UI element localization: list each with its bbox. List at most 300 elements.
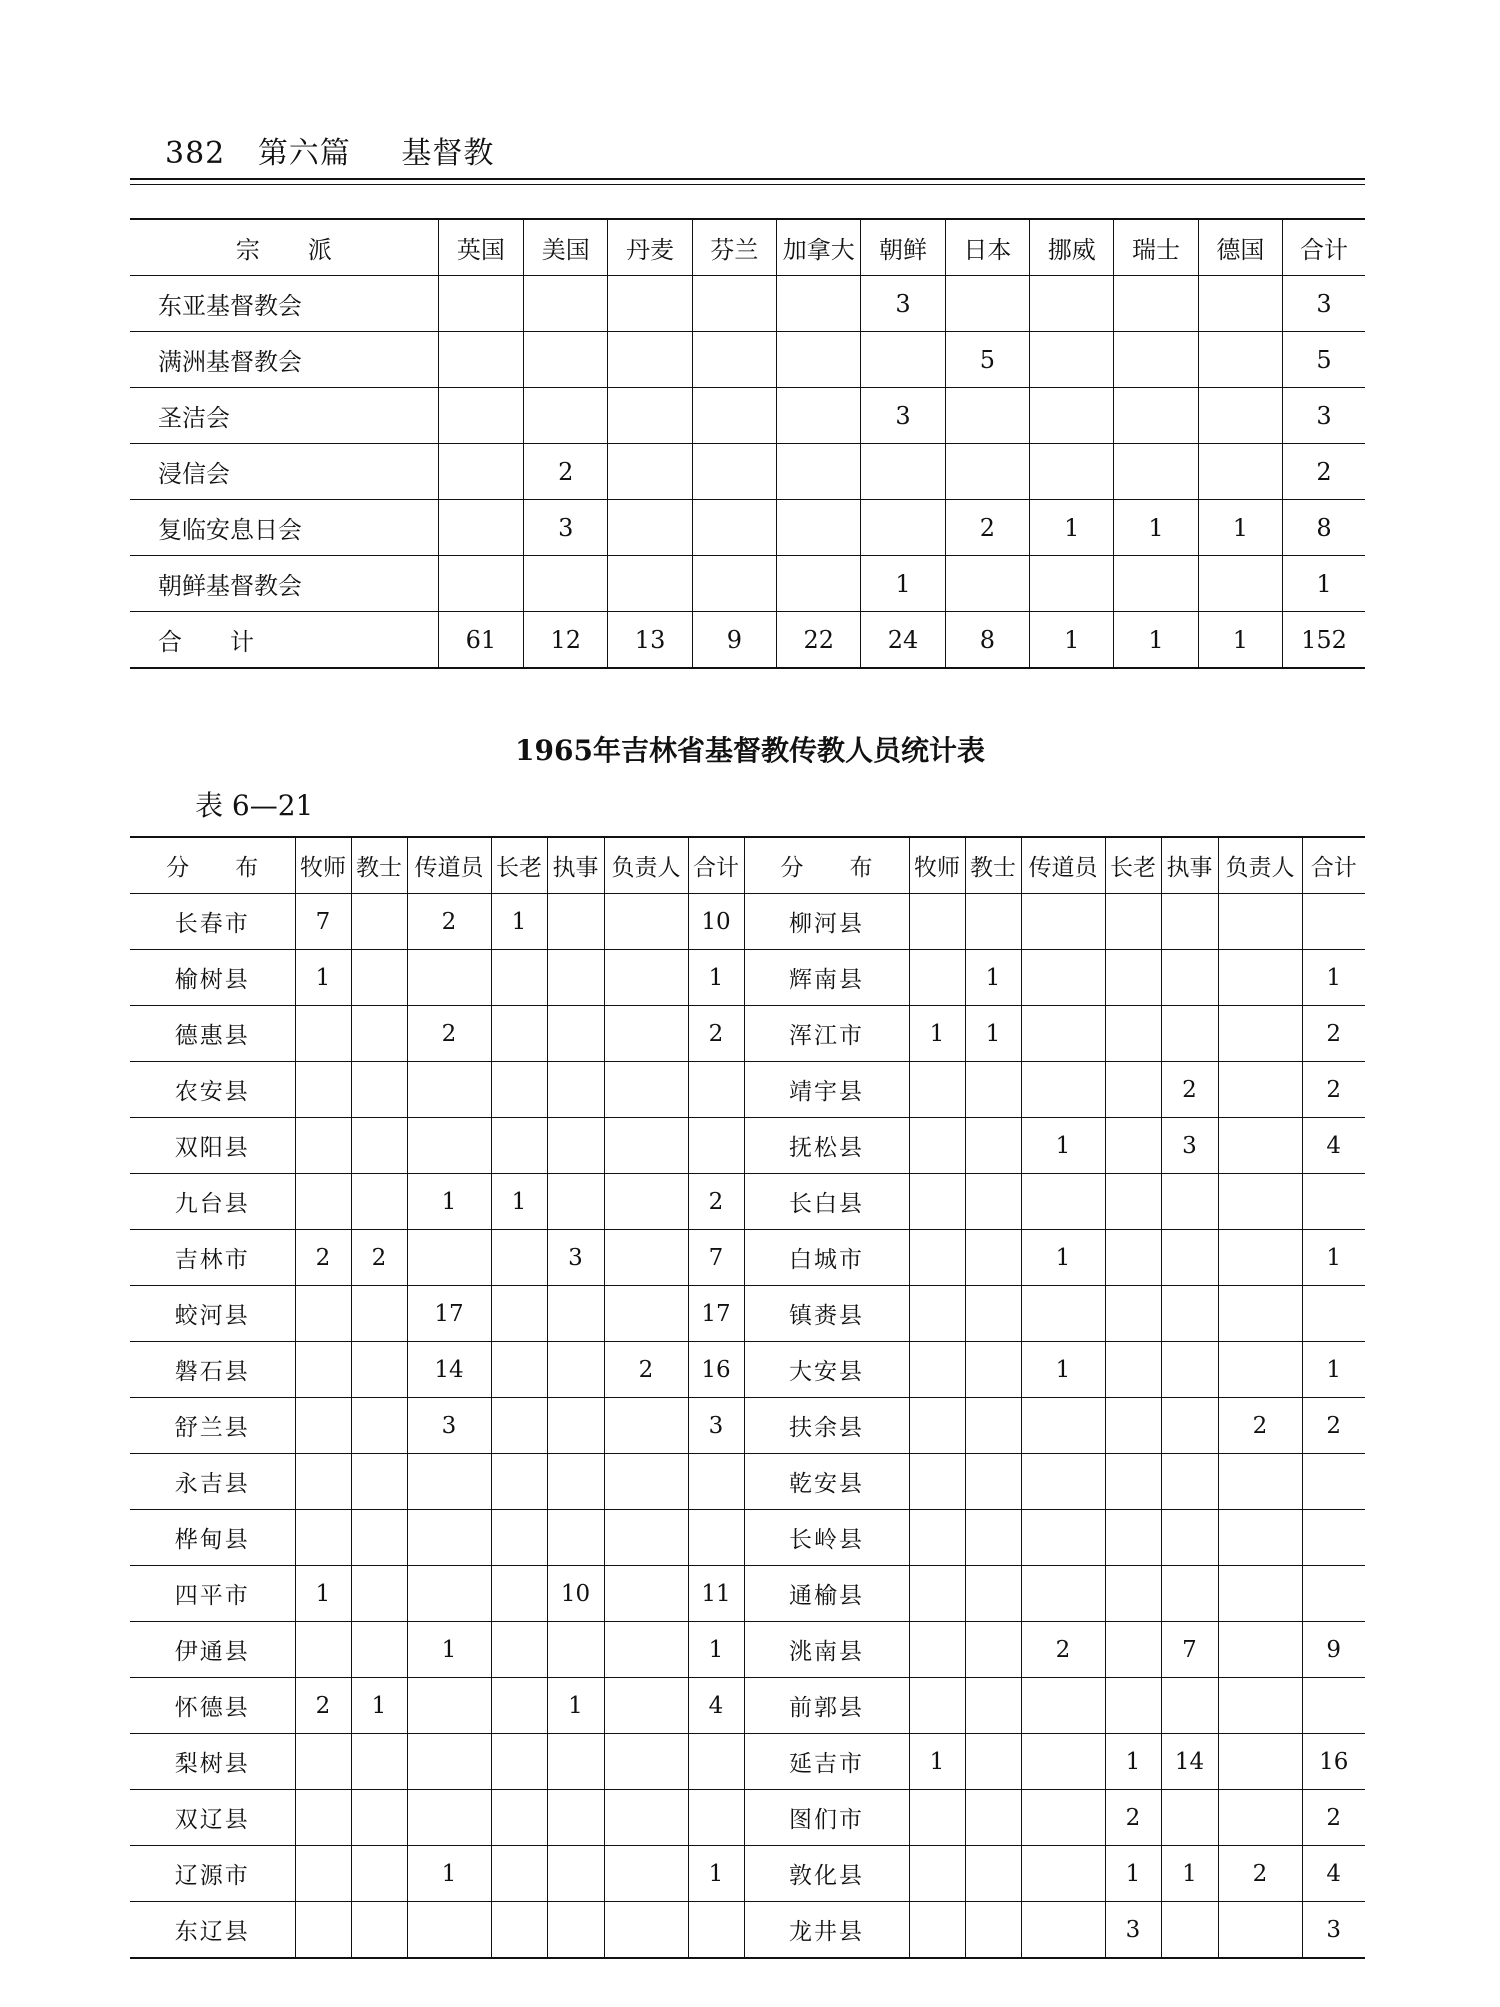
table-cell [407, 1902, 491, 1959]
table-cell [438, 500, 523, 556]
table-cell: 1 [965, 1006, 1021, 1062]
table-row [130, 1342, 1365, 1398]
table-cell: 1 [1302, 1230, 1365, 1286]
table-cell: 16 [688, 1342, 744, 1398]
table-cell: 7 [1161, 1622, 1218, 1678]
table-cell [491, 1678, 547, 1734]
table-cell: 17 [407, 1286, 491, 1342]
table-row [130, 1118, 1365, 1174]
table-cell [547, 1790, 604, 1846]
table-cell [777, 556, 861, 612]
table-row [130, 1454, 1365, 1510]
table-cell [1105, 1062, 1161, 1118]
table-cell [604, 1510, 688, 1566]
column-header: 挪威 [1030, 219, 1114, 276]
table-cell: 1 [1302, 950, 1365, 1006]
table-cell [1161, 1454, 1218, 1510]
table-cell: 满洲基督教会 [130, 332, 438, 388]
table-cell [1105, 1622, 1161, 1678]
table-cell: 12 [524, 612, 608, 669]
table-cell: 浸信会 [130, 444, 438, 500]
table-cell [1105, 1286, 1161, 1342]
table-cell: 9 [1302, 1622, 1365, 1678]
table-cell: 榆树县 [130, 950, 295, 1006]
table-cell [1021, 1734, 1105, 1790]
table-cell: 2 [1302, 1062, 1365, 1118]
column-header: 传道员 [1021, 837, 1105, 894]
table-cell [547, 1622, 604, 1678]
table-cell: 11 [688, 1566, 744, 1622]
table-cell [604, 1902, 688, 1959]
column-header: 分 布 [744, 837, 909, 894]
table-cell [965, 1566, 1021, 1622]
column-header: 朝鲜 [861, 219, 945, 276]
table-cell [965, 1454, 1021, 1510]
table-cell [407, 1454, 491, 1510]
table-cell: 2 [1021, 1622, 1105, 1678]
table-cell [1030, 556, 1114, 612]
table-cell [608, 556, 692, 612]
table-cell [1161, 1342, 1218, 1398]
table-cell: 3 [1283, 388, 1365, 444]
table-cell: 大安县 [744, 1342, 909, 1398]
table-cell [1030, 332, 1114, 388]
column-header: 传道员 [407, 837, 491, 894]
table-cell [1198, 276, 1282, 332]
table-cell: 四平市 [130, 1566, 295, 1622]
table-cell [295, 1846, 351, 1902]
table-cell [1161, 1678, 1218, 1734]
table-cell [604, 1398, 688, 1454]
table-cell [524, 276, 608, 332]
table-cell [1302, 1678, 1365, 1734]
table-cell: 东辽县 [130, 1902, 295, 1959]
table-cell: 4 [688, 1678, 744, 1734]
table-cell [438, 444, 523, 500]
table-cell: 4 [1302, 1846, 1365, 1902]
table-cell [491, 1006, 547, 1062]
table-title: 1965年吉林省基督教传教人员统计表 [515, 734, 985, 767]
table-cell [1021, 950, 1105, 1006]
table-cell: 双辽县 [130, 1790, 295, 1846]
column-header: 长老 [491, 837, 547, 894]
table-cell [1105, 1230, 1161, 1286]
table-row [130, 556, 1365, 612]
table-cell [1198, 388, 1282, 444]
column-header: 日本 [945, 219, 1029, 276]
table-cell [1105, 1174, 1161, 1230]
table-cell [295, 1342, 351, 1398]
table-row [130, 1230, 1365, 1286]
table-cell [1021, 1566, 1105, 1622]
table-cell [777, 332, 861, 388]
table-cell: 10 [688, 894, 744, 950]
table-cell [777, 388, 861, 444]
table-cell: 1 [491, 894, 547, 950]
table-cell [1161, 1902, 1218, 1959]
table-cell [547, 1342, 604, 1398]
table-cell [1302, 894, 1365, 950]
column-header: 德国 [1198, 219, 1282, 276]
table-cell [1021, 1902, 1105, 1959]
column-header: 英国 [438, 219, 523, 276]
table-cell: 长岭县 [744, 1510, 909, 1566]
column-header: 教士 [965, 837, 1021, 894]
table-cell: 延吉市 [744, 1734, 909, 1790]
table-cell [1161, 1398, 1218, 1454]
table-cell [1198, 444, 1282, 500]
table-cell [608, 332, 692, 388]
table-cell: 靖宇县 [744, 1062, 909, 1118]
header-rule-thin [130, 184, 1365, 185]
table-cell [604, 950, 688, 1006]
table-cell [547, 1398, 604, 1454]
table-cell [351, 1062, 407, 1118]
table-cell: 舒兰县 [130, 1398, 295, 1454]
table-cell [524, 388, 608, 444]
table-cell: 九台县 [130, 1174, 295, 1230]
table-cell: 1 [1021, 1342, 1105, 1398]
table-cell: 152 [1283, 612, 1365, 669]
column-header: 牧师 [295, 837, 351, 894]
table-cell [438, 388, 523, 444]
table-cell [688, 1734, 744, 1790]
table-cell [1021, 894, 1105, 950]
table-cell [351, 1846, 407, 1902]
table-cell [1218, 1062, 1302, 1118]
table-cell [1302, 1454, 1365, 1510]
table-cell [524, 556, 608, 612]
column-header: 负责人 [1218, 837, 1302, 894]
table-cell [909, 1118, 965, 1174]
table-cell [1302, 1286, 1365, 1342]
table-cell [351, 1566, 407, 1622]
table-cell: 1 [1030, 612, 1114, 669]
table-row [130, 444, 1365, 500]
table-cell [688, 1062, 744, 1118]
table-cell [407, 1510, 491, 1566]
table-cell [604, 1454, 688, 1510]
table-cell [604, 1678, 688, 1734]
table-cell: 扶余县 [744, 1398, 909, 1454]
table-cell: 2 [945, 500, 1029, 556]
column-header: 负责人 [604, 837, 688, 894]
column-header: 执事 [547, 837, 604, 894]
header-row [130, 837, 1365, 894]
table-cell: 2 [1283, 444, 1365, 500]
table-cell: 1 [861, 556, 945, 612]
table-cell: 伊通县 [130, 1622, 295, 1678]
table-cell: 2 [295, 1230, 351, 1286]
table-cell [1161, 894, 1218, 950]
table-cell: 镇赉县 [744, 1286, 909, 1342]
table-cell: 乾安县 [744, 1454, 909, 1510]
table-cell [604, 1566, 688, 1622]
table-cell: 通榆县 [744, 1566, 909, 1622]
table-cell [491, 1846, 547, 1902]
table-cell: 敦化县 [744, 1846, 909, 1902]
table-cell [438, 332, 523, 388]
table-cell: 3 [1283, 276, 1365, 332]
column-header: 教士 [351, 837, 407, 894]
table-cell: 圣洁会 [130, 388, 438, 444]
table-cell: 61 [438, 612, 523, 669]
table-cell [1161, 1510, 1218, 1566]
table-cell: 德惠县 [130, 1006, 295, 1062]
table-cell [688, 1902, 744, 1959]
table-cell [491, 1286, 547, 1342]
table-cell [547, 1734, 604, 1790]
table-row [130, 1062, 1365, 1118]
table-cell [909, 1790, 965, 1846]
table-cell: 2 [1105, 1790, 1161, 1846]
table-cell: 1 [909, 1006, 965, 1062]
table-cell: 东亚基督教会 [130, 276, 438, 332]
table-cell [295, 1790, 351, 1846]
table-cell [351, 1902, 407, 1959]
table-cell [965, 1286, 1021, 1342]
table-cell [407, 1230, 491, 1286]
table-cell [1218, 1902, 1302, 1959]
table-row [130, 950, 1365, 1006]
table-cell [1114, 332, 1198, 388]
table-cell [608, 444, 692, 500]
table-cell [909, 1622, 965, 1678]
table-cell: 1 [1021, 1230, 1105, 1286]
table-cell [965, 1678, 1021, 1734]
table-cell [1218, 950, 1302, 1006]
table-cell [438, 556, 523, 612]
table-cell [1218, 1734, 1302, 1790]
table-cell [1161, 1230, 1218, 1286]
table-cell [1021, 1454, 1105, 1510]
table-cell [1218, 1790, 1302, 1846]
table-cell: 抚松县 [744, 1118, 909, 1174]
table-cell: 吉林市 [130, 1230, 295, 1286]
table-cell [1105, 950, 1161, 1006]
table-cell [1105, 894, 1161, 950]
table-row [130, 1510, 1365, 1566]
table-cell [692, 388, 776, 444]
table-cell [547, 1286, 604, 1342]
table-cell [777, 444, 861, 500]
table-cell [1218, 1510, 1302, 1566]
page-number: 382 [165, 136, 226, 171]
table-cell [1030, 388, 1114, 444]
table-cell [909, 1398, 965, 1454]
table-cell [491, 1062, 547, 1118]
table-cell [1161, 950, 1218, 1006]
table-cell: 1 [491, 1174, 547, 1230]
table-cell [1021, 1846, 1105, 1902]
table-row [130, 500, 1365, 556]
table-cell: 1 [1161, 1846, 1218, 1902]
table-cell: 16 [1302, 1734, 1365, 1790]
table-cell [604, 1118, 688, 1174]
table-cell: 5 [1283, 332, 1365, 388]
table-cell [777, 276, 861, 332]
table-cell [351, 1510, 407, 1566]
table-cell [1218, 1118, 1302, 1174]
table-cell [295, 1006, 351, 1062]
table-cell: 2 [1302, 1398, 1365, 1454]
table-cell [547, 950, 604, 1006]
table-cell: 3 [688, 1398, 744, 1454]
table-row [130, 1734, 1365, 1790]
table-cell [1161, 1286, 1218, 1342]
table-cell [407, 950, 491, 1006]
header-row [130, 219, 1365, 276]
table-row [130, 1678, 1365, 1734]
table-cell: 辉南县 [744, 950, 909, 1006]
table-cell: 长白县 [744, 1174, 909, 1230]
table-cell [351, 1118, 407, 1174]
table-cell [1114, 276, 1198, 332]
table-cell [1105, 1342, 1161, 1398]
table-cell: 2 [1302, 1006, 1365, 1062]
table-row [130, 1622, 1365, 1678]
column-header: 合计 [688, 837, 744, 894]
table-cell [491, 1622, 547, 1678]
table-cell [1218, 1230, 1302, 1286]
table-cell: 1 [1105, 1846, 1161, 1902]
table-cell [295, 1902, 351, 1959]
table-cell [1105, 1454, 1161, 1510]
table-cell: 2 [295, 1678, 351, 1734]
table-cell [491, 1510, 547, 1566]
table-cell [295, 1286, 351, 1342]
table-cell: 梨树县 [130, 1734, 295, 1790]
table-cell: 怀德县 [130, 1678, 295, 1734]
table-cell [491, 1734, 547, 1790]
table-cell [1105, 1678, 1161, 1734]
table-cell [965, 1342, 1021, 1398]
table-cell [604, 1062, 688, 1118]
table-cell: 复临安息日会 [130, 500, 438, 556]
table-cell [1021, 1790, 1105, 1846]
table-cell [1218, 1678, 1302, 1734]
table-cell [351, 1006, 407, 1062]
table-cell [688, 1510, 744, 1566]
table-cell: 朝鲜基督教会 [130, 556, 438, 612]
table-number: 表 6—21 [195, 789, 314, 822]
table-cell [909, 1342, 965, 1398]
table-cell [965, 1118, 1021, 1174]
table-cell [965, 1174, 1021, 1230]
table-row [130, 1174, 1365, 1230]
table-cell [547, 1062, 604, 1118]
table-cell: 1 [1114, 612, 1198, 669]
table-cell: 1 [688, 1846, 744, 1902]
table-cell [965, 894, 1021, 950]
table-cell [295, 1398, 351, 1454]
table-cell [1161, 1174, 1218, 1230]
table-cell: 17 [688, 1286, 744, 1342]
table-cell: 1 [351, 1678, 407, 1734]
table-cell [965, 1398, 1021, 1454]
table-row [130, 332, 1365, 388]
table-cell: 3 [1105, 1902, 1161, 1959]
table-cell: 1 [1302, 1342, 1365, 1398]
table-row [130, 1902, 1365, 1959]
table-cell: 白城市 [744, 1230, 909, 1286]
table-cell: 长春市 [130, 894, 295, 950]
table-cell: 7 [688, 1230, 744, 1286]
table-cell: 龙井县 [744, 1902, 909, 1959]
table-cell [295, 1174, 351, 1230]
table-cell [692, 500, 776, 556]
table-cell: 14 [1161, 1734, 1218, 1790]
table-cell [295, 1118, 351, 1174]
table-cell [945, 276, 1029, 332]
table-cell [1114, 388, 1198, 444]
table-cell: 永吉县 [130, 1454, 295, 1510]
table-cell [1030, 276, 1114, 332]
column-header: 瑞士 [1114, 219, 1198, 276]
column-header: 加拿大 [777, 219, 861, 276]
table-cell [692, 556, 776, 612]
table-cell [1161, 1566, 1218, 1622]
column-header: 长老 [1105, 837, 1161, 894]
table-cell [491, 1342, 547, 1398]
table-cell [688, 1454, 744, 1510]
table-cell [491, 1230, 547, 1286]
table-cell [909, 1902, 965, 1959]
table-cell [909, 1846, 965, 1902]
table-cell [965, 1622, 1021, 1678]
table-cell [1218, 1342, 1302, 1398]
table-row [130, 612, 1365, 669]
table-cell: 9 [692, 612, 776, 669]
table-cell: 3 [861, 276, 945, 332]
table-cell: 桦甸县 [130, 1510, 295, 1566]
table-cell: 8 [945, 612, 1029, 669]
table-row [130, 1286, 1365, 1342]
table-cell: 2 [407, 894, 491, 950]
table-cell: 1 [407, 1622, 491, 1678]
table-cell [1302, 1510, 1365, 1566]
table-cell: 柳河县 [744, 894, 909, 950]
table-cell: 8 [1283, 500, 1365, 556]
table-cell [1218, 1566, 1302, 1622]
column-header: 牧师 [909, 837, 965, 894]
table-cell [1105, 1118, 1161, 1174]
table-cell [965, 1230, 1021, 1286]
table-cell [491, 1398, 547, 1454]
table-cell [547, 894, 604, 950]
table-cell: 合 计 [130, 612, 438, 669]
table-cell [1218, 1006, 1302, 1062]
table-cell: 农安县 [130, 1062, 295, 1118]
column-header: 美国 [524, 219, 608, 276]
table-cell [351, 1790, 407, 1846]
table-cell [407, 1118, 491, 1174]
table-cell [604, 1006, 688, 1062]
table-cell: 1 [909, 1734, 965, 1790]
table-cell [438, 276, 523, 332]
table-cell: 2 [524, 444, 608, 500]
table-cell [692, 444, 776, 500]
table-cell [491, 1454, 547, 1510]
table-cell: 5 [945, 332, 1029, 388]
table-cell [407, 1790, 491, 1846]
table-cell [547, 1510, 604, 1566]
table-cell: 3 [407, 1398, 491, 1454]
table-cell [1021, 1678, 1105, 1734]
table-cell: 14 [407, 1342, 491, 1398]
table-cell [547, 1902, 604, 1959]
table-cell [1021, 1286, 1105, 1342]
